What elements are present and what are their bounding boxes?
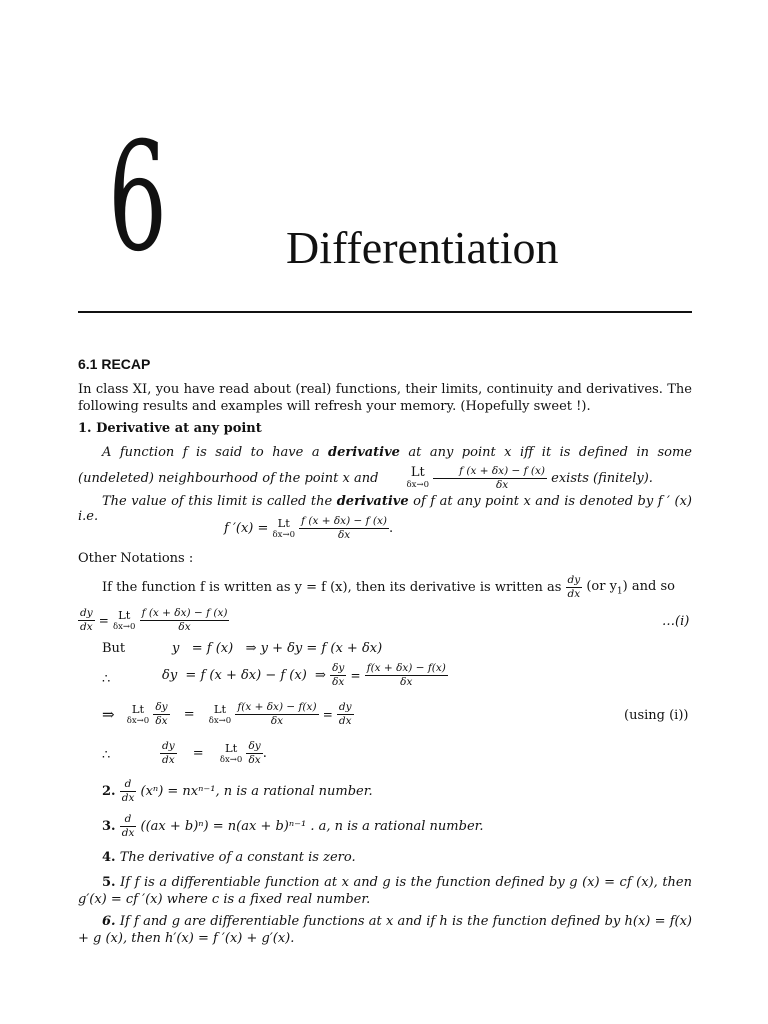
dl-equals: = xyxy=(350,668,361,683)
item2 xyxy=(102,778,373,805)
dl-fraction xyxy=(365,662,448,689)
using-i-tag: (using (i)) xyxy=(624,708,689,723)
dl-den: δx xyxy=(332,676,345,688)
eqi-limit-lt: Lt xyxy=(118,607,131,622)
notation-text-b: (or $y_1$) and so xyxy=(586,578,675,597)
fl-frac-num: δy xyxy=(248,740,261,752)
eqi-dydx xyxy=(78,607,95,634)
item1-paragraph1 xyxy=(78,440,692,492)
dl-fraction-num: f(x + δx) − f(x) xyxy=(366,662,446,674)
item3-ddx-den: dx xyxy=(121,827,135,839)
il-equals1: = xyxy=(183,707,195,722)
il-frac1-num: δy xyxy=(155,701,168,713)
item2-ddx: $\frac{d}{dx}$ xyxy=(121,778,135,804)
item3-text: ((ax + b)ⁿ) = n(ax + b)ⁿ⁻¹ . a, n is a rational number. xyxy=(140,819,484,834)
eqi-limit xyxy=(113,609,135,633)
item2-num: 2. xyxy=(102,784,116,799)
p1-limit xyxy=(383,464,429,491)
il-limit2 xyxy=(209,703,231,727)
il-frac2-num: f(x + δx) − f(x) xyxy=(237,701,317,713)
il-limit1-lt: Lt xyxy=(131,701,145,716)
item4-num: 4. xyxy=(102,850,116,865)
p1-limit-sub: δx→0 xyxy=(406,479,429,490)
notation-line xyxy=(102,574,692,601)
il-frac2 xyxy=(235,701,318,728)
il-dydx xyxy=(337,701,354,728)
item6 xyxy=(78,913,692,947)
p1-text-a: A function f is said to have a xyxy=(102,445,320,460)
fl-frac xyxy=(246,740,262,767)
il-frac1-den: δx xyxy=(155,715,168,727)
eqi-fraction-num: f (x + δx) − f (x) xyxy=(141,607,228,619)
eqi-equals: = xyxy=(98,613,109,628)
fprime-fraction-den: δx xyxy=(337,529,351,541)
notation-dydx xyxy=(566,574,583,601)
il-frac2-den: δx xyxy=(270,715,284,727)
il-limit1-sub: δx→0 xyxy=(126,715,150,726)
p2-derivative-term: derivative xyxy=(336,494,409,509)
item6-num: 6. xyxy=(102,914,116,929)
fl-dot: . xyxy=(262,746,267,761)
delta-y-line xyxy=(162,662,448,689)
il-limit2-lt: Lt xyxy=(213,701,227,716)
il-equals2: = xyxy=(322,707,333,722)
fprime-limit xyxy=(273,517,295,541)
eqi-limit-sub: δx→0 xyxy=(113,621,136,632)
chapter-title: Differentiation xyxy=(286,222,559,273)
item4 xyxy=(102,850,356,865)
fprime-fraction xyxy=(299,515,389,542)
il-frac1 xyxy=(153,701,169,728)
item2-ddx-den: dx xyxy=(121,792,135,804)
implies-line xyxy=(102,701,354,728)
section-title: 6.1 RECAP xyxy=(78,356,151,372)
fprime-equation xyxy=(224,515,393,542)
p1-limit-lt: Lt xyxy=(410,464,425,480)
dl-dy-dx xyxy=(330,662,346,689)
eqi-dydx-num: dy xyxy=(80,607,93,619)
equation-i xyxy=(78,607,229,634)
p1-derivative-term: derivative xyxy=(328,445,400,460)
notation-text-a: If the function f is written as y = f (x), then its derivative is written as xyxy=(102,580,562,595)
item6-text: If f and g are differentiable functions at x and if h is the function defined by h(x) = f(x) + g (x), then h′(x) = f ′(x) + g′(x). xyxy=(78,914,692,946)
but-equation: y = f (x) ⇒ y + δy = f (x + δx) xyxy=(172,641,383,656)
final-line xyxy=(160,740,267,767)
fl-limit-lt: Lt xyxy=(224,740,238,755)
fprime-lhs: f ′(x) = xyxy=(224,521,269,536)
implies-arrow: ⇒ xyxy=(102,705,115,724)
il-limit2-sub: δx→0 xyxy=(208,715,232,726)
dl-fraction-den: δx xyxy=(400,676,413,688)
fl-limit-sub: δx→0 xyxy=(219,754,243,765)
notation-dydx-den: dx xyxy=(567,588,581,600)
item2-text: (xⁿ) = nxⁿ⁻¹, n is a rational number. xyxy=(140,784,373,799)
delta-y-text: δy = f (x + δx) − f (x) ⇒ xyxy=(162,668,326,683)
therefore-2: ∴ xyxy=(102,748,111,763)
item3 xyxy=(102,813,484,840)
fl-dydx xyxy=(160,740,177,767)
notation-dydx-num: dy xyxy=(567,574,581,586)
p2-text-a: The value of this limit is called the xyxy=(102,494,333,509)
eqi-fraction xyxy=(140,607,230,634)
p1-text-d: exists (finitely). xyxy=(551,471,653,486)
chapter-number: 6 xyxy=(108,111,168,285)
item3-ddx: $\frac{d}{dx}$ xyxy=(121,813,135,839)
but-label: But xyxy=(102,641,126,656)
eqi-dydx-den: dx xyxy=(80,621,93,633)
fl-dydx-den: dx xyxy=(162,754,175,766)
fprime-dot: . xyxy=(389,521,394,536)
equation-i-tag: …(i) xyxy=(662,614,690,629)
other-notations-label: Other Notations : xyxy=(78,551,194,566)
item5 xyxy=(78,874,692,908)
il-dydx-den: dx xyxy=(338,715,352,727)
intro-paragraph: In class XI, you have read about (real) functions, their limits, continuity and derivatives. The following results and examples will refresh your memory. (Hopefully sweet !). xyxy=(78,382,692,414)
p1-fraction-den: δx xyxy=(495,479,509,491)
item1-heading: 1. Derivative at any point xyxy=(78,421,262,436)
fl-equals: = xyxy=(192,746,204,761)
item5-text: If f is a differentiable function at x and g is the function defined by g (x) = cf (x), then g′(x) = cf ′(x) where c is a fixed real number. xyxy=(78,875,692,907)
il-dydx-num: dy xyxy=(338,701,352,713)
dl-num: δy xyxy=(332,662,345,674)
item5-num: 5. xyxy=(102,875,116,890)
therefore-1: ∴ xyxy=(102,672,111,687)
p1-fraction-num: f (x + δx) − f (x) xyxy=(433,465,547,479)
chapter-rule xyxy=(78,311,692,313)
fprime-limit-lt: Lt xyxy=(277,515,290,530)
item4-text: The derivative of a constant is zero. xyxy=(119,850,356,865)
fprime-limit-sub: δx→0 xyxy=(272,529,295,540)
item3-num: 3. xyxy=(102,819,116,834)
fprime-fraction-num: f (x + δx) − f (x) xyxy=(301,515,388,527)
il-limit1 xyxy=(127,703,149,727)
p1-text-c: at any point x iff it is defined in some (undeleted) neighbourhood of the point x and xyxy=(78,445,692,486)
p1-fraction xyxy=(433,465,547,492)
fl-frac-den: δx xyxy=(248,754,261,766)
fl-dydx-num: dy xyxy=(162,740,175,752)
p2-text-c: of f at any point x and is denoted by f ′ (x) i.e. xyxy=(78,494,692,524)
fl-limit xyxy=(220,742,242,766)
eqi-fraction-den: δx xyxy=(178,621,191,633)
